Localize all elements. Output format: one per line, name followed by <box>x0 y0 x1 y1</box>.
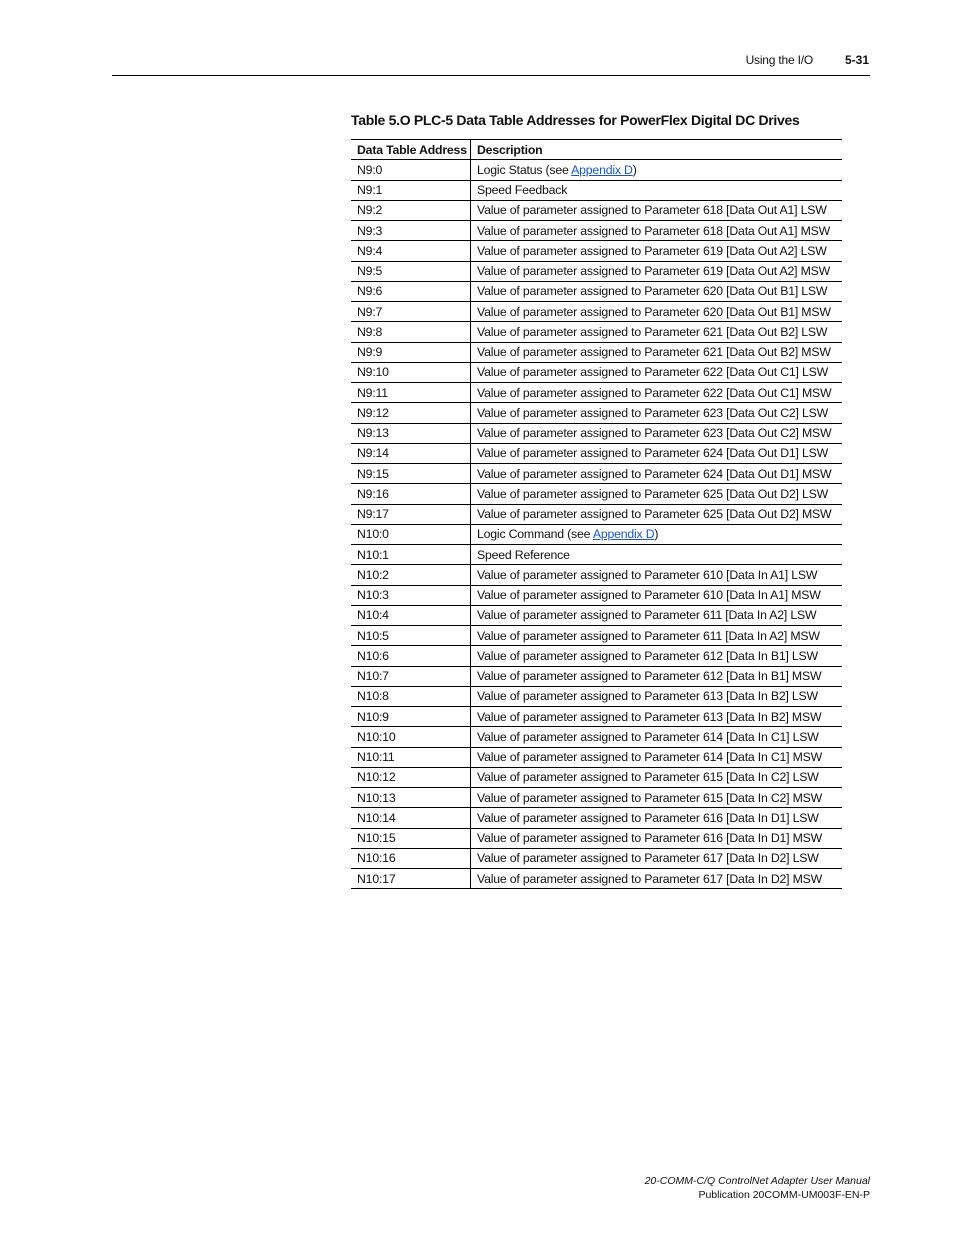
cell-description: Value of parameter assigned to Parameter 621 [Data Out B2] MSW <box>471 342 843 362</box>
cell-description: Speed Feedback <box>471 180 843 200</box>
table-row <box>351 869 842 889</box>
cell-description: Value of parameter assigned to Parameter 625 [Data Out D2] LSW <box>471 484 843 504</box>
table-row <box>351 180 842 200</box>
table-row <box>351 788 842 808</box>
cell-description: Value of parameter assigned to Parameter 610 [Data In A1] LSW <box>471 565 843 585</box>
table-row <box>351 342 842 362</box>
table-row <box>351 504 842 524</box>
table-title: Table 5.O PLC-5 Data Table Addresses for PowerFlex Digital DC Drives <box>351 112 800 128</box>
cell-address: N10:9 <box>351 707 471 727</box>
table-row <box>351 362 842 382</box>
table-row <box>351 464 842 484</box>
table-row <box>351 646 842 666</box>
header-section-title: Using the I/O <box>745 53 813 67</box>
cell-address: N10:6 <box>351 646 471 666</box>
table-row <box>351 707 842 727</box>
cell-address: N10:15 <box>351 828 471 848</box>
cell-description: Value of parameter assigned to Parameter 617 [Data In D2] MSW <box>471 869 843 889</box>
cell-address: N10:3 <box>351 585 471 605</box>
table-row <box>351 767 842 787</box>
description-text: Logic Command (see <box>477 527 593 542</box>
cell-address: N9:6 <box>351 281 471 301</box>
cell-description: Value of parameter assigned to Parameter 623 [Data Out C2] LSW <box>471 403 843 423</box>
cell-description: Value of parameter assigned to Parameter 615 [Data In C2] MSW <box>471 788 843 808</box>
table-row <box>351 605 842 625</box>
cell-description: Value of parameter assigned to Parameter 618 [Data Out A1] LSW <box>471 200 843 220</box>
cell-address: N9:3 <box>351 221 471 241</box>
cell-description <box>471 524 843 544</box>
cell-address: N9:1 <box>351 180 471 200</box>
cell-address: N10:13 <box>351 788 471 808</box>
cell-description: Value of parameter assigned to Parameter 624 [Data Out D1] LSW <box>471 443 843 463</box>
cell-description: Value of parameter assigned to Parameter 618 [Data Out A1] MSW <box>471 221 843 241</box>
table-row <box>351 383 842 403</box>
cell-address: N9:11 <box>351 383 471 403</box>
appendix-link[interactable]: Appendix D <box>571 162 633 177</box>
table-row <box>351 403 842 423</box>
table-row <box>351 545 842 565</box>
cell-address: N10:1 <box>351 545 471 565</box>
table-row <box>351 686 842 706</box>
cell-address: N9:4 <box>351 241 471 261</box>
cell-address: N9:0 <box>351 160 471 180</box>
cell-description: Value of parameter assigned to Parameter 611 [Data In A2] MSW <box>471 626 843 646</box>
table-row <box>351 200 842 220</box>
table-row <box>351 443 842 463</box>
table-row <box>351 808 842 828</box>
cell-address: N10:0 <box>351 524 471 544</box>
cell-description: Value of parameter assigned to Parameter 624 [Data Out D1] MSW <box>471 464 843 484</box>
cell-description: Value of parameter assigned to Parameter 622 [Data Out C1] LSW <box>471 362 843 382</box>
cell-description: Value of parameter assigned to Parameter 623 [Data Out C2] MSW <box>471 423 843 443</box>
cell-address: N9:17 <box>351 504 471 524</box>
cell-address: N10:17 <box>351 869 471 889</box>
table-row <box>351 565 842 585</box>
footer-publication: Publication 20COMM-UM003F-EN-P <box>698 1189 870 1201</box>
table-row <box>351 221 842 241</box>
table-row <box>351 524 842 544</box>
cell-description: Value of parameter assigned to Parameter 622 [Data Out C1] MSW <box>471 383 843 403</box>
cell-address: N10:7 <box>351 666 471 686</box>
column-header-address: Data Table Address <box>351 140 471 160</box>
header-rule <box>112 75 870 76</box>
description-suffix: ) <box>632 162 637 177</box>
cell-description: Value of parameter assigned to Parameter 621 [Data Out B2] LSW <box>471 322 843 342</box>
table-row <box>351 484 842 504</box>
cell-address: N9:16 <box>351 484 471 504</box>
column-header-description: Description <box>471 140 843 160</box>
table-row <box>351 585 842 605</box>
cell-description: Speed Reference <box>471 545 843 565</box>
cell-address: N9:14 <box>351 443 471 463</box>
table-row <box>351 322 842 342</box>
cell-description: Value of parameter assigned to Parameter 625 [Data Out D2] MSW <box>471 504 843 524</box>
cell-description: Value of parameter assigned to Parameter 612 [Data In B1] LSW <box>471 646 843 666</box>
appendix-link[interactable]: Appendix D <box>592 527 655 542</box>
cell-description: Value of parameter assigned to Parameter 619 [Data Out A2] LSW <box>471 241 843 261</box>
table-row <box>351 727 842 747</box>
table-row <box>351 160 842 180</box>
cell-description: Value of parameter assigned to Parameter 614 [Data In C1] MSW <box>471 747 843 767</box>
table-row <box>351 241 842 261</box>
cell-description: Value of parameter assigned to Parameter 617 [Data In D2] LSW <box>471 848 843 868</box>
table-row <box>351 281 842 301</box>
cell-address: N9:12 <box>351 403 471 423</box>
cell-description: Value of parameter assigned to Parameter 611 [Data In A2] LSW <box>471 605 843 625</box>
cell-address: N10:11 <box>351 747 471 767</box>
cell-description: Value of parameter assigned to Parameter 612 [Data In B1] MSW <box>471 666 843 686</box>
table-row <box>351 747 842 767</box>
cell-address: N9:7 <box>351 302 471 322</box>
cell-address: N9:2 <box>351 200 471 220</box>
footer-manual-title: 20-COMM-C/Q ControlNet Adapter User Manual <box>644 1175 870 1187</box>
description-suffix: ) <box>654 527 659 542</box>
cell-description: Value of parameter assigned to Parameter 616 [Data In D1] MSW <box>471 828 843 848</box>
cell-address: N10:5 <box>351 626 471 646</box>
cell-address: N9:9 <box>351 342 471 362</box>
table-row <box>351 828 842 848</box>
cell-description: Value of parameter assigned to Parameter 614 [Data In C1] LSW <box>471 727 843 747</box>
description-text: Logic Status (see <box>477 162 572 177</box>
cell-description: Value of parameter assigned to Parameter 620 [Data Out B1] MSW <box>471 302 843 322</box>
cell-description: Value of parameter assigned to Parameter 613 [Data In B2] LSW <box>471 686 843 706</box>
cell-description: Value of parameter assigned to Parameter 616 [Data In D1] LSW <box>471 808 843 828</box>
cell-address: N10:14 <box>351 808 471 828</box>
table-row <box>351 848 842 868</box>
cell-address: N10:4 <box>351 605 471 625</box>
cell-description: Value of parameter assigned to Parameter 619 [Data Out A2] MSW <box>471 261 843 281</box>
cell-description <box>471 160 843 180</box>
cell-address: N9:10 <box>351 362 471 382</box>
cell-address: N9:5 <box>351 261 471 281</box>
cell-address: N10:10 <box>351 727 471 747</box>
cell-address: N10:2 <box>351 565 471 585</box>
cell-address: N10:16 <box>351 848 471 868</box>
table-body <box>351 160 842 889</box>
table-row <box>351 626 842 646</box>
table-row <box>351 423 842 443</box>
data-table <box>351 139 842 889</box>
cell-address: N10:12 <box>351 767 471 787</box>
cell-address: N9:13 <box>351 423 471 443</box>
table-row <box>351 261 842 281</box>
cell-address: N10:8 <box>351 686 471 706</box>
cell-description: Value of parameter assigned to Parameter 620 [Data Out B1] LSW <box>471 281 843 301</box>
cell-description: Value of parameter assigned to Parameter 613 [Data In B2] MSW <box>471 707 843 727</box>
cell-address: N9:8 <box>351 322 471 342</box>
header-page-number: 5-31 <box>844 53 869 67</box>
cell-description: Value of parameter assigned to Parameter 610 [Data In A1] MSW <box>471 585 843 605</box>
table-header-row <box>351 140 842 160</box>
cell-description: Value of parameter assigned to Parameter 615 [Data In C2] LSW <box>471 767 843 787</box>
table-row <box>351 666 842 686</box>
table-row <box>351 302 842 322</box>
cell-address: N9:15 <box>351 464 471 484</box>
